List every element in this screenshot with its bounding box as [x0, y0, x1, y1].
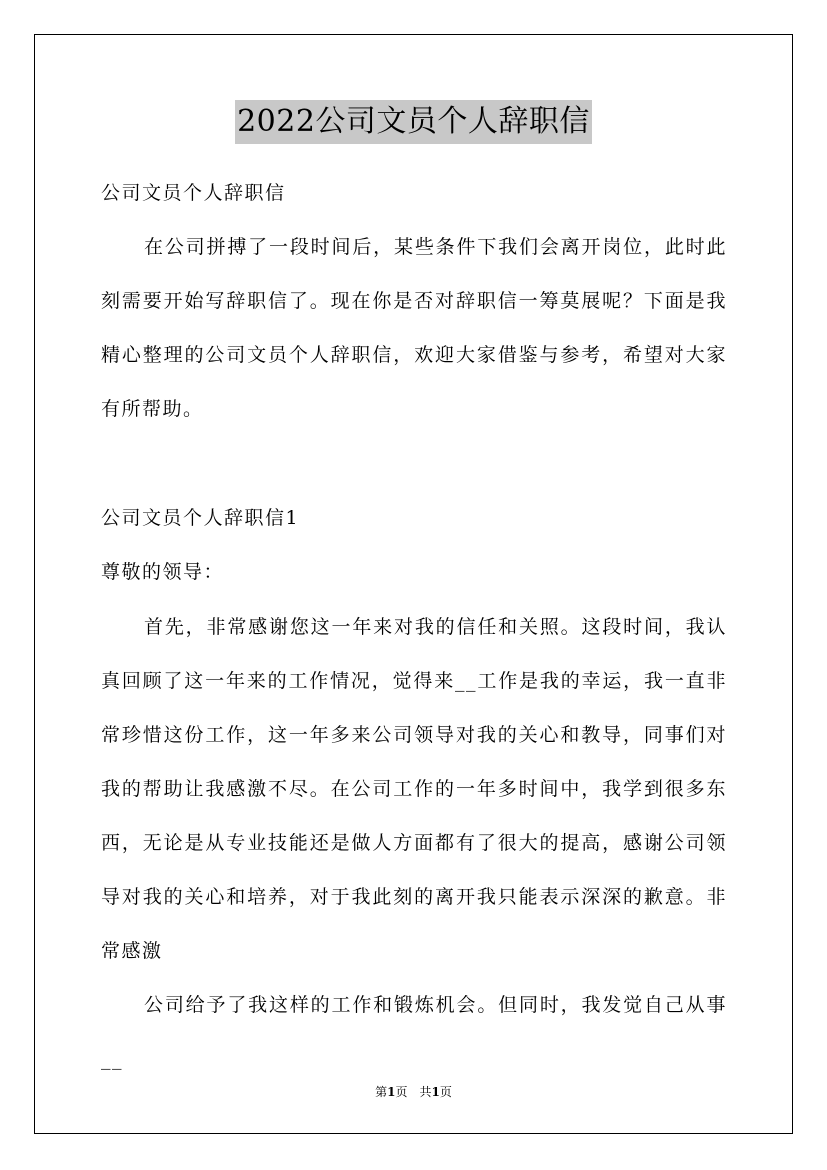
title-container [0, 100, 827, 144]
section-heading: 公司文员个人辞职信1 [101, 507, 300, 529]
page-footer [0, 1083, 827, 1101]
footer-prefix: 第 [375, 1085, 388, 1099]
document-title: 2022公司文员个人辞职信 [235, 100, 592, 144]
intro-paragraph: 在公司拼搏了一段时间后，某些条件下我们会离开岗位，此时此刻需要开始写辞职信了。现在你是否对辞职信一筹莫展呢？下面是我精心整理的公司文员个人辞职信，欢迎大家借鉴与参考，希望对大家有所帮助。 [101, 236, 727, 420]
body-paragraph: 首先，非常感谢您这一年来对我的信任和关照。这段时间，我认真回顾了这一年来的工作情况，觉得来__工作是我的幸运，我一直非常珍惜这份工作，这一年多来公司领导对我的关心和教导，同事们对我的帮助让我感激不尽。在公司工作的一年多时间中，我学到很多东西，无论是从专业技能还是做人方面都有了很大的提高，感谢公司领导对我的关心和培养，对于我此刻的离开我只能表示深深的歉意。非常感激 [101, 616, 727, 962]
footer-suffix: 页 [439, 1085, 452, 1099]
page-total: 1 [431, 1085, 440, 1099]
document-subtitle: 公司文员个人辞职信 [101, 182, 286, 204]
footer-mid: 页 共 [395, 1085, 432, 1099]
salutation: 尊敬的领导： [101, 561, 225, 583]
body-paragraph: 公司给予了我这样的工作和锻炼机会。但同时，我发觉自己从事__ [101, 994, 727, 1070]
page-number: 1 [387, 1085, 396, 1099]
